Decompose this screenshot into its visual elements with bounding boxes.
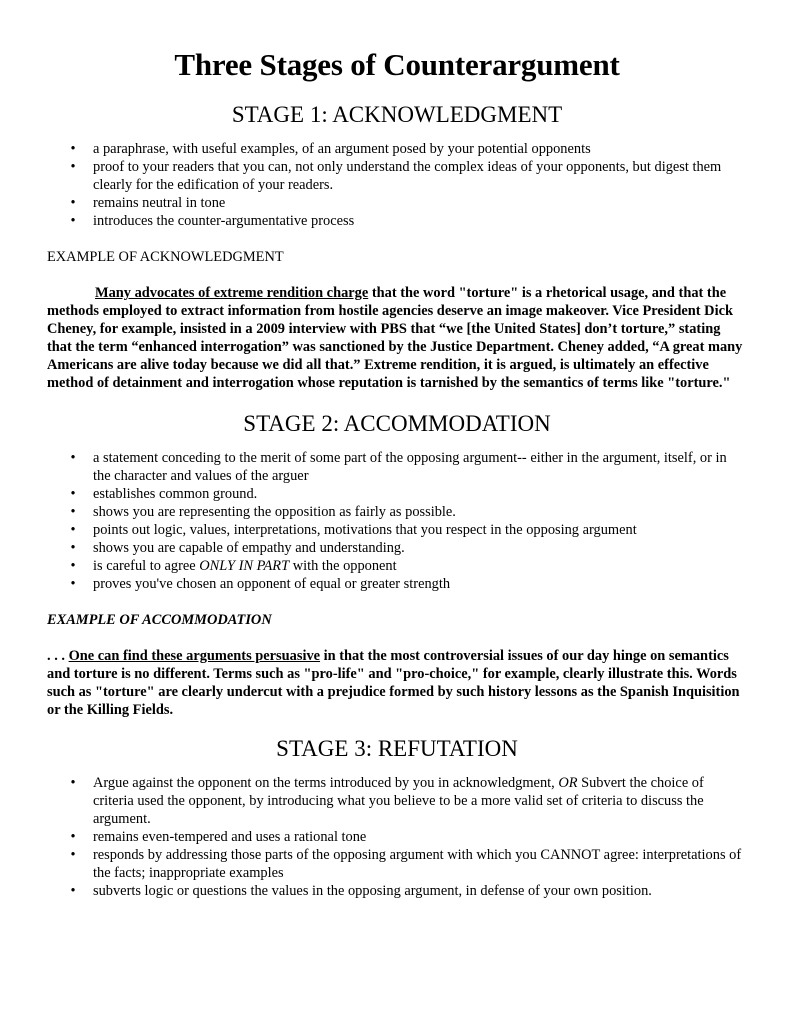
stage1-bullet-list xyxy=(47,140,747,230)
bullet-icon: • xyxy=(70,504,76,520)
stage3-heading: STAGE 3: REFUTATION xyxy=(276,736,518,761)
list-item: • responds by addressing those parts of the opposing argument with which you CANNOT agree: interpretations of the facts; inappropriate examples xyxy=(47,846,747,882)
bullet-icon: • xyxy=(70,141,76,157)
bullet-icon: • xyxy=(70,450,76,466)
list-item: • shows you are representing the opposition as fairly as possible. xyxy=(47,503,747,521)
list-item: • a statement conceding to the merit of some part of the opposing argument-- either in the argument, itself, or in the character and values of the arguer xyxy=(47,449,747,485)
bullet-icon: • xyxy=(70,576,76,592)
bullet-icon: • xyxy=(70,486,76,502)
list-item: • is careful to agree ONLY IN PART with the opponent xyxy=(47,557,747,575)
emphasis-text: ONLY IN PART xyxy=(199,558,290,574)
emphasis-text: OR xyxy=(558,775,578,791)
example-text: that the word "torture" is a rhetorical usage, and that the methods employed to extract information from hostile agencies deserve an image makeover. Vice President Dick Cheney, for example, insisted in a 2009 interview with PBS that “we [the United States] don’t torture,” stating that the term “enhanced interrogation” was sanctioned by the Justice Department. Cheney added, “A great many Americans are alive today because we did all that.” Extreme rendition, it is argued, is ultimately an effective method of detainment and interrogation whose reputation is tarnished by the semantics of terms like "torture." xyxy=(47,285,743,391)
stage2-example-paragraph: . . . One can find these arguments persuasive in that the most controversial issues of our day hinge on semantics and torture is no different. Terms such as "pro-life" and "pro-choice," for example, clearly illustrate this. Words such as "torture" are clearly undercut with a prejudice formed by such history lessons as the Spanish Inquisition or the Killing Fields. xyxy=(47,648,740,718)
list-item: • proves you've chosen an opponent of equal or greater strength xyxy=(47,575,747,593)
example-text: in that the most controversial issues of our day hinge on semantics and torture is no different. Terms such as "pro-life" and "pro-choice," for example, clearly illustrate this. Words such as "torture" are clearly undercut with a prejudice formed by such history lessons as the Spanish Inquisition or the Killing Fields. xyxy=(47,648,740,718)
list-item: • establishes common ground. xyxy=(47,485,747,503)
list-item: • points out logic, values, interpretations, motivations that you respect in the opposing argument xyxy=(47,521,747,539)
stage1-example-label: EXAMPLE OF ACKNOWLEDGMENT xyxy=(47,249,284,265)
bullet-icon: • xyxy=(70,540,76,556)
list-item: • proof to your readers that you can, not only understand the complex ideas of your opponents, but digest them clearly for the edification of your readers. xyxy=(47,158,747,194)
stage2-example-label: EXAMPLE OF ACCOMMODATION xyxy=(47,612,272,628)
stage2-bullet-list xyxy=(47,449,747,593)
stage2-heading: STAGE 2: ACCOMMODATION xyxy=(243,411,551,436)
list-item: • remains neutral in tone xyxy=(47,194,747,212)
bullet-icon: • xyxy=(70,847,76,863)
list-item: • a paraphrase, with useful examples, of an argument posed by your potential opponents xyxy=(47,140,747,158)
example-underlined-phrase: Many advocates of extreme rendition charge xyxy=(95,285,369,301)
bullet-icon: • xyxy=(70,883,76,899)
bullet-icon: • xyxy=(70,775,76,791)
bullet-icon: • xyxy=(70,558,76,574)
list-item: • Argue against the opponent on the terms introduced by you in acknowledgment, OR Subvert the choice of criteria used the opponent, by introducing what you believe to be a more valid set of criteria to discuss the argument. xyxy=(47,774,747,828)
list-item: • remains even-tempered and uses a rational tone xyxy=(47,828,747,846)
bullet-icon: • xyxy=(70,195,76,211)
bullet-icon: • xyxy=(70,213,76,229)
bullet-icon: • xyxy=(70,159,76,175)
stage3-bullet-list xyxy=(47,774,747,900)
document-page xyxy=(47,44,747,900)
list-item: • shows you are capable of empathy and understanding. xyxy=(47,539,747,557)
stage1-example-paragraph xyxy=(47,284,747,392)
page-title: Three Stages of Counterargument xyxy=(174,47,620,82)
bullet-icon: • xyxy=(70,522,76,538)
list-item: • introduces the counter-argumentative process xyxy=(47,212,747,230)
bullet-icon: • xyxy=(70,829,76,845)
example-underlined-phrase: One can find these arguments persuasive xyxy=(68,648,321,664)
stage1-heading: STAGE 1: ACKNOWLEDGMENT xyxy=(231,102,563,127)
list-item: • subverts logic or questions the values in the opposing argument, in defense of your own position. xyxy=(47,882,747,900)
